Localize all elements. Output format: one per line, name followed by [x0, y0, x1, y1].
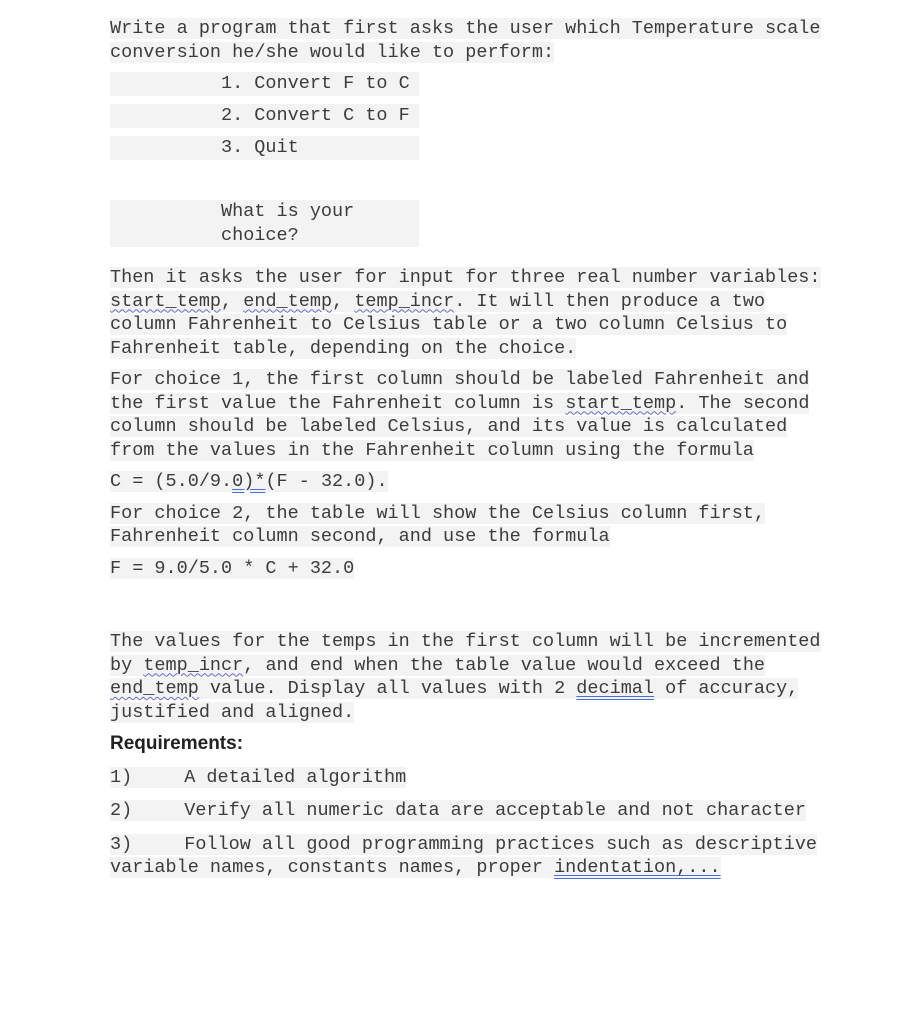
var-start-temp: start_temp — [565, 392, 677, 414]
requirement-2: 2) Verify all numeric data are acceptable and not character — [110, 800, 806, 821]
formula-c: C = (5.0/9.0)*(F - 32.0). — [110, 471, 388, 492]
var-temp-incr: temp_incr — [143, 654, 244, 676]
var-end-temp: end_temp — [110, 678, 199, 699]
menu-option-2: 2. Convert C to F — [110, 104, 830, 136]
var-temp-incr: temp_incr — [354, 290, 455, 312]
choice1-paragraph: For choice 1, the first column should be labeled Fahrenheit and the first value the Fahrenheit column is start_temp. The second column should be labeled Celsius, and its value is calculated from the values in the Fahrenheit column using the formula — [110, 369, 810, 461]
intro-paragraph — [110, 17, 830, 64]
menu-option-3: 3. Quit — [110, 136, 830, 168]
requirement-3: 3) Follow all good programming practices such as descriptive variable names, constants names, proper indentation,... — [110, 833, 818, 878]
var-start-temp: start_temp — [110, 290, 222, 312]
choice2-paragraph: For choice 2, the table will show the Celsius column first, Fahrenheit column second, and use the formula — [110, 502, 766, 547]
requirement-1: 1) A detailed algorithm — [110, 766, 407, 788]
menu-option-1: 1. Convert F to C — [110, 72, 830, 104]
assignment-document — [110, 17, 830, 890]
choice-prompt: What is your choice? — [110, 200, 830, 232]
formula-f: F = 9.0/5.0 * C + 32.0 — [110, 557, 355, 579]
input-variables-paragraph: Then it asks the user for input for three real number variables: start_temp, end_temp, temp_incr. It will then produce a two column Fahrenheit to Celsius table or a two column Celsius to Fahrenheit table, depending on the choice. — [110, 267, 821, 359]
increment-paragraph: The values for the temps in the first column will be incremented by temp_incr, and end when the table value would exceed the end_temp value. Display all values with 2 decimal of accuracy, justified and aligned. — [110, 631, 821, 723]
intro-text: Write a program that first asks the user which Temperature scale conversion he/she would like to perform: — [110, 18, 821, 63]
var-end-temp: end_temp — [243, 290, 333, 312]
requirements-heading: Requirements: — [110, 733, 244, 754]
